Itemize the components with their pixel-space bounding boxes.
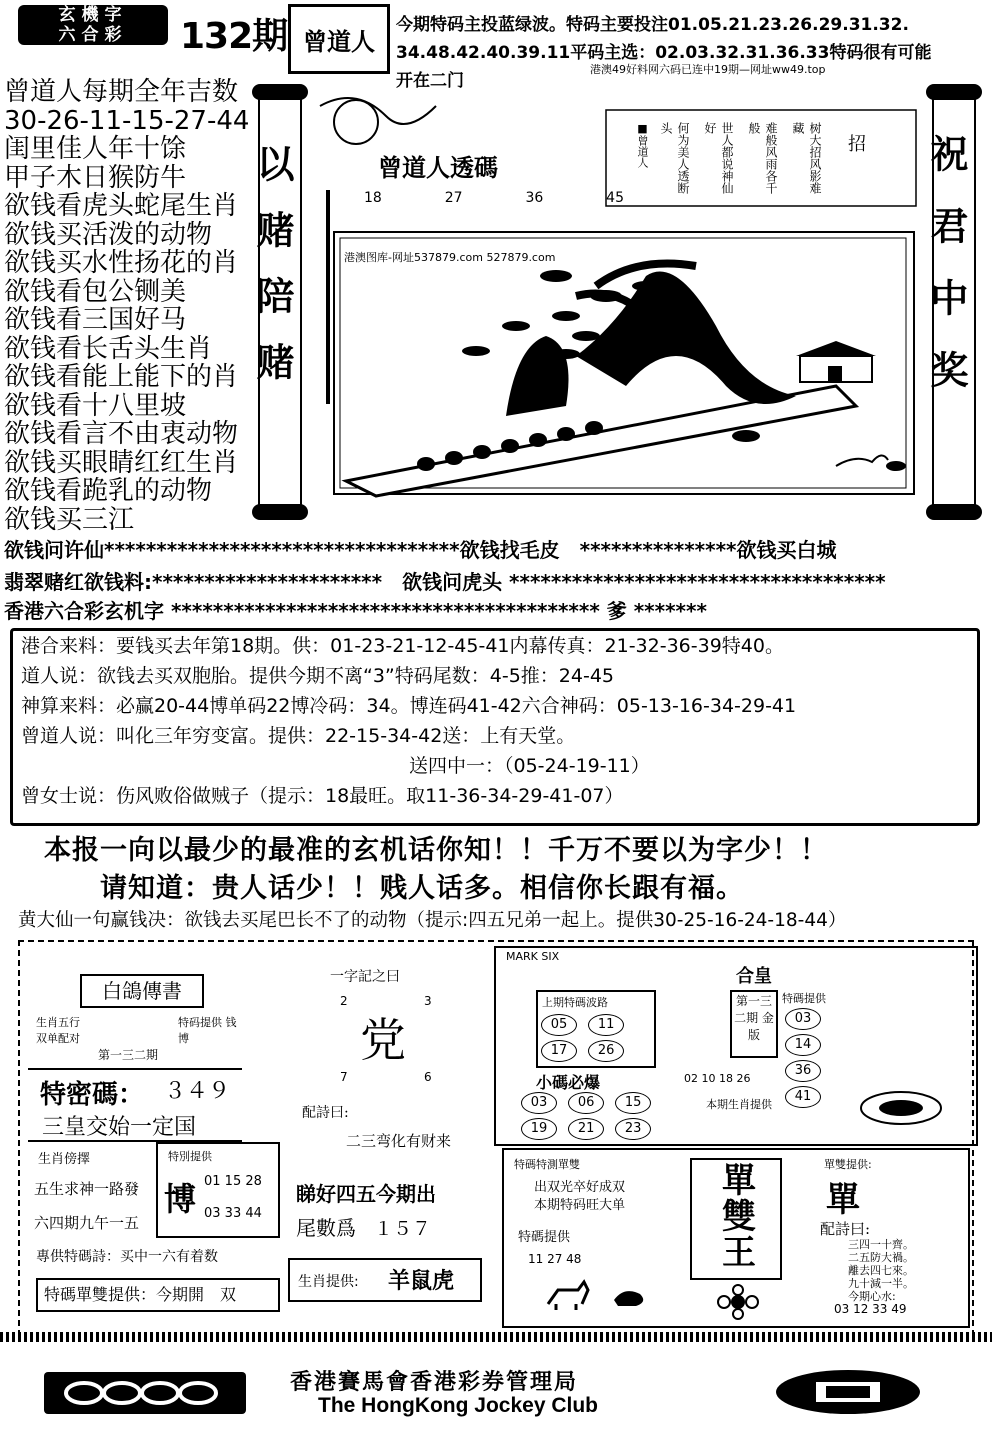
left-line: 欲钱买眼睛红红生肖 [4,447,239,478]
circle-number: 26 [588,1040,624,1062]
mid-big-char: 党 [360,1013,406,1067]
mid-zodiac-label: 生肖提供: [298,1274,359,1290]
circle-number: 03 [521,1092,557,1114]
poem-block [634,122,884,202]
tema-phrase: 三皇交始一定国 [42,1115,197,1140]
big-title: 單雙王 [715,1162,756,1270]
header-line-1: 今期特码主投蓝绿波。特码主要投注01.05.21.23.26.29.31.32. [396,15,909,35]
logo-oval-icon [856,1088,946,1128]
panel-left-side-left: 生肖五行 双单配对 [36,1016,80,1045]
period-box: 第一三二期 金版 [730,990,778,1058]
circle-number: 36 [785,1060,821,1082]
mid-line-2-label: 尾數爲 [296,1216,356,1240]
poem-col: 何为美人透断头 [659,122,690,194]
issue-number: 132期 [180,16,288,57]
left-line: 欲钱看言不由衷动物 [4,419,239,449]
info-line: 港合来料：要钱买去年第18期。供：01-23-21-12-45-41内幕传真：21-32-36-39特40。 [21,635,784,657]
mid-num-tl: 2 [340,994,348,1008]
seal-stamp [288,4,390,74]
poem-header: 招 [848,134,866,155]
left-line: 欲钱买活泼的动物 [4,219,213,250]
footer-border [0,1332,992,1342]
pic-number: 45 [606,190,624,206]
mid-line-2-value: １５７ [374,1218,432,1240]
mid-num-bl: 7 [340,1070,348,1084]
center-picture [316,86,920,530]
circle-number: 21 [568,1118,604,1140]
panel-mid [288,954,488,1326]
info-line: 神算来料：必赢20-44博单码22博冷码：34。博连码41-42六合神码：05-13-16-34-29-41 [21,695,797,717]
header-line-3: 开在二门 [396,71,464,91]
mid-line-1: 睇好四五今期出 [296,1182,436,1206]
right-circles [782,990,862,1110]
rb-poem-line: 三四一十齊。 [848,1238,914,1251]
poem-line: 專供特碼詩：买中一六有着数 [36,1249,218,1265]
left-line: 欲钱看能上能下的肖 [4,362,239,392]
left-column [4,78,256,534]
picture-numbers [364,190,624,206]
panel-left-side-right: 特码提供 钱博 [178,1016,237,1045]
tema-label-rt: 特碼提供 [782,992,826,1005]
mark-six-border: MARK SIX [506,950,560,963]
rb-poem-line: 二五防大禍。 [848,1251,914,1264]
rb-poem-line: 九十減一半。 [848,1277,914,1290]
rb-line-2: 本期特码旺大单 [534,1198,626,1213]
panel-left [28,954,278,1326]
rb-tema-label: 特碼提供 [518,1230,571,1245]
left-line: 欲钱看跪乳的动物 [4,476,213,506]
scroll-left-text: 以赌陪赌 [250,144,295,408]
footer-en: The HongKong Jockey Club [318,1394,599,1417]
rb-poem-line: 今期心水: [848,1290,896,1303]
rb-label: 特碼特測單雙 [514,1158,580,1171]
huang-line: 黄大仙一句赢钱决：欲钱去买尾巴长不了的动物（提示:四五兄弟一起上。提供30-25-16-24-18-44） [18,910,847,931]
rb-poem [848,1238,914,1303]
mid-poem: 二三弯化有财来 [346,1132,452,1150]
info-line: 道人说：欲钱去买双胞胎。提供今期不离“3”特码尾数：4-5推：24-45 [21,665,615,687]
long-line-2: 翡翠赌红欲钱料:********************** 欲钱问虎头 ************************************ [4,570,886,594]
zodiac-line-2: 六四期九午一五 [34,1214,140,1232]
special-label: 特別提供 [168,1150,212,1163]
left-line: 欲钱买三江 [4,504,135,535]
big-title-box [690,1158,782,1280]
slogan-2: 请知道：贵人话少！！贱人话多。相信你长跟有福。 [100,873,744,904]
animal-icons [544,1276,654,1316]
pic-number: 27 [444,190,463,206]
zodiac-label: 生肖傍擇 [38,1152,91,1167]
circle-number: 06 [568,1092,604,1114]
seal-text: 曾道人 [303,26,375,56]
left-line: 曾道人每期全年吉数 [4,77,239,107]
special-box [156,1142,280,1238]
rb-final-nums: 03 12 33 49 [834,1302,907,1316]
special-nums-1: 01 15 28 [204,1174,262,1189]
info-box [10,628,980,826]
mid-title: 一字記之曰 [330,969,400,985]
single-double: 特碼單雙提供：今期開 双 [36,1278,280,1312]
circle-number: 19 [521,1118,557,1140]
info-line: 送四中一：（05-24-19-11） [409,755,650,777]
left-line: 欲钱看包公铡美 [4,276,187,307]
info-line: 曾道人说：叫化三年穷变富。提供：22-15-34-42送：上有天堂。 [21,725,576,747]
circle-number: 41 [785,1086,821,1108]
left-line: 欲钱买水性扬花的肖 [4,248,239,278]
extra-nums: 02 10 18 26 [684,1072,751,1085]
zodiac-line-1: 五生求神一路發 [34,1180,140,1198]
circle-number: 05 [541,1014,577,1036]
mid-zodiac-box [288,1258,482,1302]
info-line: 曾女士说：伤风败俗做贼子（提示：18最旺。取11-36-34-29-41-07） [21,785,624,807]
circle-number: 03 [785,1008,821,1030]
small-label: 小碼必爆 [536,1073,601,1092]
last-label: 上期特碼波路 [542,996,608,1009]
mid-num-br: 6 [424,1070,432,1084]
tema-label: 特密碼： [40,1080,145,1110]
header-line-2: 34.48.42.40.39.11平码主选：02.03.32.31.36.33特码很有可能 [396,43,932,63]
left-line: 闺里佳人年十馀 [4,134,187,164]
rb-side-char: 單 [826,1180,860,1220]
circle-number: 11 [588,1014,624,1036]
poem-sign: ■曾道人 [636,122,649,168]
pic-number: 18 [364,190,382,206]
sub-line: 本期生肖提供 [706,1098,772,1111]
left-line: 30-26-11-15-27-44 [4,105,250,136]
left-line: 欲钱看三国好马 [4,305,187,335]
footer-logo-right [772,1366,924,1418]
flower-icon [708,1284,768,1320]
mid-zodiac-value: 羊鼠虎 [388,1268,455,1294]
rb-poem-line: 離去四七來。 [848,1264,914,1277]
rb-poem-label: 配詩曰: [820,1220,871,1238]
special-nums-2: 03 33 44 [204,1206,262,1221]
panel-left-period: 第一三二期 [98,1048,159,1062]
footer-cn: 香港賽馬會香港彩券管理局 [290,1369,579,1395]
poem-col: 难般风雨各千般 [747,122,778,194]
long-line-3: 香港六合彩玄机字 ***************************************** 爹 ******* [4,599,707,623]
long-line-1: 欲钱问许仙**********************************欲钱找毛皮 ***************欲钱买白城 [4,538,837,562]
header-watermark: 港澳49好料网六码已连中19期—网址ww49.top [590,63,826,76]
special-char: 博 [164,1180,197,1218]
tema-value: ３４９ [164,1079,231,1104]
left-line: 欲钱看虎头蛇尾生肖 [4,191,239,221]
small-circles [518,1090,678,1142]
last-box [536,990,656,1068]
circle-number: 15 [615,1092,651,1114]
scroll-left [252,84,308,524]
rb-tema-nums: 11 27 48 [528,1252,582,1266]
brand: 合皇 [736,966,772,987]
left-line: 欲钱看长舌头生肖 [4,333,213,364]
hkjc-logo-icon [44,1372,246,1414]
logo-text-bottom: 六合彩 [58,25,128,45]
rb-side-label: 單雙提供: [824,1158,872,1171]
scroll-right [926,84,982,524]
panel-left-tema [28,1068,242,1142]
poem-col: 世人都说神仙好 [703,122,734,194]
circle-number: 14 [785,1034,821,1056]
picture-title: 曾道人透碼 [378,153,498,182]
mid-num-tr: 3 [424,994,432,1008]
footer-logo-left [44,1372,246,1414]
left-line: 欲钱看十八里坡 [4,390,187,421]
panel-right-bottom [502,1148,970,1328]
pic-number: 36 [525,190,544,206]
logo-block [18,5,168,45]
panel-left-title: 白鴿傳書 [80,974,204,1008]
panel-right-top [494,946,978,1146]
circle-number: 23 [615,1118,651,1140]
mid-poem-label: 配詩曰: [302,1105,349,1121]
rb-line-1: 出双光卒好成双 [534,1180,626,1195]
scroll-right-text: 祝君中奖 [924,134,969,422]
slogan-1: 本报一向以最少的最准的玄机话你知！！千万不要以为字少！！ [44,835,828,866]
left-line: 甲子木日猴防牛 [4,162,187,193]
circle-number: 17 [541,1040,577,1062]
poem-col: 树大招风影难藏 [791,122,822,194]
logo-text-top: 玄機字 [58,5,128,25]
picture-watermark: 港澳图库-网址537879.com 527879.com [344,251,556,264]
